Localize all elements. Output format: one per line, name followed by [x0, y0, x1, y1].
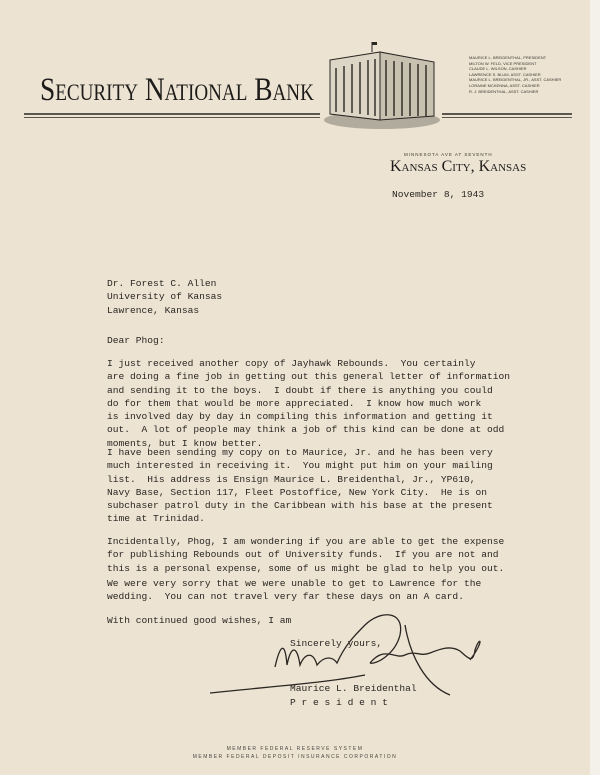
line: for publishing Rebounds out of University funds. If you are not and	[107, 549, 499, 561]
letterhead-rule-right	[442, 113, 572, 115]
line: much interested in receiving it. You might put him on your mailing	[107, 460, 493, 472]
line: moments, but I know better.	[107, 437, 263, 449]
paragraph	[107, 446, 493, 526]
recipient-address	[107, 277, 222, 317]
officer: MAURICE L. BREIDENTHAL, JR., ASST. CASHIER	[469, 77, 562, 83]
paragraph	[107, 577, 481, 604]
line: are doing a fine job in getting out this general letter of information	[107, 371, 511, 383]
line: Incidentally, Phog, I am wondering if you are able to get the expense	[107, 536, 505, 547]
line: and sending it to the boys. I doubt if there is anything you could	[107, 384, 493, 396]
line: do for them that would be more appreciated. I know how much work	[107, 397, 482, 409]
line: I just received another copy of Jayhawk Rebounds. You certainly	[107, 358, 476, 369]
paragraph	[107, 357, 510, 450]
letter-date: November 8, 1943	[392, 189, 485, 200]
line: We were very sorry that we were unable to get to Lawrence for the	[107, 578, 482, 589]
scan-edge	[590, 0, 600, 775]
paragraph	[107, 535, 504, 575]
officer: R. J. BREIDENTHAL, ASST. CASHIER	[469, 88, 539, 94]
officer: LORAINE MCKENNA, ASST. CASHIER	[469, 82, 540, 88]
salutation: Dear Phog:	[107, 335, 165, 346]
bank-building-illustration	[322, 42, 440, 130]
bank-street: MINNESOTA AVE AT SEVENTH	[404, 152, 493, 157]
recipient-line: Dr. Forest C. Allen	[107, 278, 217, 289]
bank-city: Kansas City, Kansas	[390, 158, 527, 175]
recipient-line: University of Kansas	[107, 291, 223, 303]
letterhead-rule-left	[24, 113, 320, 115]
signer-name: Maurice L. Breidenthal	[290, 683, 417, 694]
line: subchaser patrol duty in the Caribbean with his base at the present	[107, 500, 493, 512]
signer-title: P r e s i d e n t	[290, 697, 388, 708]
bank-name: Security National Bank	[40, 72, 314, 108]
letterhead-rule-right-thin	[442, 117, 572, 118]
line: out. A lot of people may think a job of this kind can be done at odd	[107, 424, 505, 436]
line: I have been sending my copy on to Maurice, Jr. and he has been very	[107, 447, 493, 458]
footer-line: MEMBER FEDERAL RESERVE SYSTEM	[226, 746, 364, 752]
closing: Sincerely yours,	[290, 638, 383, 649]
officer: CLAUDE L. WILSON, CASHIER	[469, 66, 527, 72]
paragraph: With continued good wishes, I am	[107, 615, 292, 626]
bank-officers-list	[469, 55, 561, 94]
footer-line: MEMBER FEDERAL DEPOSIT INSURANCE CORPORATION	[192, 754, 398, 760]
line: time at Trinidad.	[107, 513, 205, 525]
officer: MAURICE L. BREIDENTHAL, PRESIDENT	[469, 55, 547, 60]
officer: LAWRENCE S. BLUM, ASST. CASHIER	[469, 71, 541, 77]
recipient-line: Lawrence, Kansas	[107, 304, 200, 316]
officer: MILTON W. FELD, VICE PRESIDENT	[469, 60, 537, 66]
line: this is a personal expense, some of us might be glad to help you out.	[107, 562, 505, 574]
line: list. His address is Ensign Maurice L. Breidenthal, Jr., YP610,	[107, 473, 476, 485]
letterhead-rule-left-thin	[24, 117, 320, 118]
line: wedding. You can not travel very far these days on an A card.	[107, 591, 464, 603]
line: is involved day by day in compiling this information and getting it	[107, 411, 493, 423]
line: Navy Base, Section 117, Fleet Postoffice, New York City. He is on	[107, 486, 487, 498]
